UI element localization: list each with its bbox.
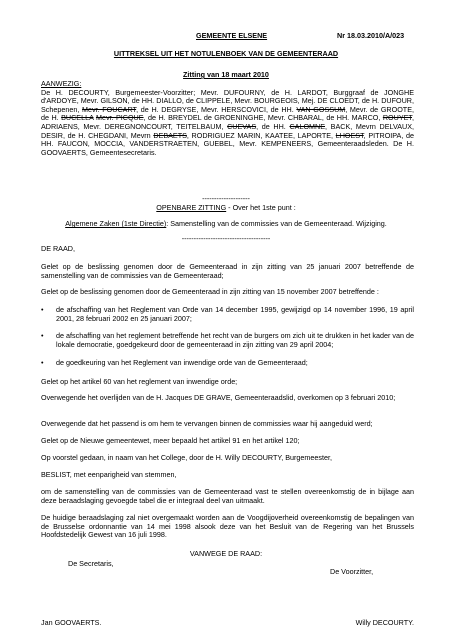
document-number: Nr 18.03.2010/A/023	[337, 31, 405, 40]
attendance-list	[41, 89, 414, 158]
attendance-text: De H. DECOURTY, Burgemeester-Voorzitter; Mevr. DUFOURNY, de H. LARDOT, Burggraaf de JONGHE d'ARDOYE, Mevr. GILSON, de HH. DIALLO, de CLIPPELE, Mevr. BOURGEOIS, Mej. DE CLOEDT, de H. DUFOUR, Schepenen,	[41, 87, 414, 114]
closing-chair: De Voorzitter,	[330, 567, 374, 576]
agenda-dashes: --------------------	[202, 194, 250, 203]
agenda-separator: -------------------------------------	[181, 234, 271, 243]
paragraph-replacement: Overwegende dat het passend is om hem te vervangen binnen de commissies waar hij aangeduid werd;	[41, 419, 373, 428]
paragraph-considering-1: Gelet op de beslissing genomen door de Gemeenteraad in zijn zitting van 25 januari 2007 betreffende de samenstelling van de commissies van de Gemeenteraad;	[41, 262, 414, 280]
paragraph-supervision: De huidige beraadslaging zal niet overgemaakt worden aan de Voogdijoverheid overeenkomstig de bepalingen van de Brusselse ordonnantie van 14 mei 1998 alsook deze van het Besluit van de Regering van het Brussels Hoofdstedelijk Gewest van 16 juli 1998.	[41, 513, 414, 540]
bullet-icon: •	[41, 358, 44, 367]
struck-attendee: BUCELLA	[61, 113, 94, 123]
paragraph-law: Gelet op de Nieuwe gemeentewet, meer bepaald het artikel 91 en het artikel 120;	[41, 436, 300, 445]
attendance-block	[41, 80, 414, 157]
attendance-text: , de HH.	[256, 121, 290, 131]
attendance-text: , RODRIGUEZ MARIN, KAATEE, LAPORTE,	[186, 130, 336, 140]
attendance-text: , de H. BREYDEL de GROENINGHE, Mevr. CHBARAL, de HH. MARCO,	[143, 113, 383, 123]
document-page: GEMEENTE ELSENE Nr 18.03.2010/A/023 UITTREKSEL UIT HET NOTULENBOEK VAN DE GEMEENTERAAD Zitting van 18 maart 2010 AANWEZIG: De H. DECOURTY, Burgemeester-Voorzitter; Mevr. DUFOURNY, de H. LARDOT, Burggraaf de JONGHE d'ARDOYE, Mevr. GILSON, de HH. DIALLO, de CLIPPELE, Mevr. BOURGEOIS, Mej. DE CLOEDT, de H. DUFOUR, Schepenen, Mevr. FOUCART, de H. DEGRYSE, Mevr. HERSCOVICI, de HH. VAN GOSSUM, Mevr. de GROOTE, de H. BUCELLA Mevr. PICQUE, de H. BREYDEL de GROENINGHE, Mevr. CHBARAL, de HH. MARCO, ROUYET, ADRIAENS, Mevr. DEREGNONCOURT, TEITELBAUM, CUEVAS, de HH. CALOMNE, BACK, Mevrn DELVAUX, DESIR, de H. CHEGDANI, Mevrn DEBAETS, RODRIGUEZ MARIN, KAATEE, LAPORTE, LHOEST, PITROIPA, de HH. FAUCON, MOCCIA, VANDERSTRAETEN, GUEBEL, Mevr. KEMPENEERS, Gemeenteraadsleden. De H. GOOVAERTS, Gemeentesecretaris. -------------------- OPENBARE ZITTING - Over het 1ste punt : Algemene Zaken (1ste Directie): Samenstelling van de commissies van de Gemeenteraad. Wijziging. ------------------------------------- DE RAAD, Gelet op de beslissing genomen door de Gemeenteraad in zijn zitting van 25 januari 2007 betreffende de samenstelling van de commissies van de Gemeenteraad; Gelet op de beslissing genomen door de Gemeenteraad in zijn zitting van 15 november 2007 betreffende : • de afschaffing van het Reglement van Orde van 14 december 1995, gewijzigd op 14 november 1996, 19 april 2001, 28 februari 2002 en 25 januari 2007; • de afschaffing van het reglement betreffende het recht van de burgers om zich uit te drukken in het kader van de lokale democratie, goedgekeurd door de gemeenteraad in zijn zitting van 29 april 2004; • de goedkeuring van het Reglement van inwendige orde van de Gemeenteraad; Gelet op het artikel 60 van het reglement van inwendige orde; Overwegende het overlijden van de H. Jacques DE GRAVE, Gemeenteraadslid, overkomen op 3 februari 2010; Overwegende dat het passend is om hem te vervangen binnen de commissies waar hij aangeduid werd; Gelet op de Nieuwe gemeentewet, meer bepaald het artikel 91 en het artikel 120; Op voorstel gedaan, in naam van het College, door de H. Willy DECOURTY, Burgemeester, BESLIST, met eenparigheid van stemmen, om de samenstelling van de commissies van de Gemeenteraad vast te stellen overeenkomstig de in bijlage aan deze beraadslaging gevoegde tabel die er integraal deel van uitmaakt. De huidige beraadslaging zal niet overgemaakt worden aan de Voogdijoverheid overeenkomstig de bepalingen van de Brusselse ordonnantie van 14 mei 1998 alsook deze van het Besluit van de Regering van het Brussels Hoofdstedelijk Gewest van 16 juli 1998. VANWEGE DE RAAD: De Secretaris, De Voorzitter, Jan GOOVAERTS. Willy DECOURTY.	[0, 0, 452, 640]
paragraph-proposal: Op voorstel gedaan, in naam van het College, door de H. Willy DECOURTY, Burgemeester,	[41, 453, 332, 462]
signature-chair-name: Willy DECOURTY.	[355, 618, 414, 627]
paragraph-article-60: Gelet op het artikel 60 van het reglement van inwendige orde;	[41, 377, 238, 386]
paragraph-composition: om de samenstelling van de commissies van de Gemeenteraad vast te stellen overeenkomstig de in bijlage aan deze beraadslaging gevoegde tabel die er integraal deel van uitmaakt.	[41, 487, 414, 505]
closing-council: VANWEGE DE RAAD:	[189, 549, 263, 558]
struck-attendee: CALOMNE	[289, 121, 326, 131]
paragraph-decision: BESLIST, met eenparigheid van stemmen,	[41, 470, 177, 479]
struck-attendee: Mevr. FOUCART	[82, 104, 137, 114]
agenda-item-subject: : Samenstelling van de commissies van de Gemeenteraad. Wijziging.	[166, 219, 387, 228]
struck-attendee: ROUYET	[382, 113, 412, 123]
document-title: UITTREKSEL UIT HET NOTULENBOEK VAN DE GEMEENTERAAD	[113, 49, 339, 58]
signature-secretary-name: Jan GOOVAERTS.	[41, 618, 102, 627]
attendance-text: , de H. DEGRYSE, Mevr. HERSCOVICI, de HH.	[136, 104, 297, 114]
public-session-rest: - Over het 1ste punt :	[226, 203, 296, 212]
municipality-header: GEMEENTE ELSENE	[196, 31, 268, 40]
attendance-text: , BACK, Mevrn DELVAUX, DESIR, de H. CHEGDANI, Mevrn	[41, 121, 414, 140]
closing-secretary: De Secretaris,	[68, 559, 114, 568]
attendance-text: , Mevr. de GROOTE, de H.	[41, 104, 414, 123]
attendance-label: AANWEZIG:	[41, 79, 82, 88]
paragraph-death: Overwegende het overlijden van de H. Jacques DE GRAVE, Gemeenteraadslid, overkomen op 3 februari 2010;	[41, 393, 396, 402]
struck-attendee: VAN GOSSUM	[296, 104, 346, 114]
council-heading: DE RAAD,	[41, 244, 75, 253]
struck-attendee: DEBAETS	[153, 130, 187, 140]
agenda-item-department: Algemene Zaken (1ste Directie)	[65, 219, 167, 228]
session-date: Zitting van 18 maart 2010	[183, 70, 269, 79]
attendance-text: , PITROIPA, de HH. FAUCON, MOCCIA, VANDERSTRAETEN, GUEBEL, Mevr. KEMPENEERS, Gemeenteraadsleden. De H. GOOVAERTS, Gemeentesecretaris.	[41, 130, 414, 157]
bullet-icon: •	[41, 331, 44, 340]
attendance-text: , ADRIAENS, Mevr. DEREGNONCOURT, TEITELBAUM,	[41, 113, 414, 131]
paragraph-considering-2: Gelet op de beslissing genomen door de Gemeenteraad in zijn zitting van 15 november 2007 betreffende :	[41, 287, 379, 296]
struck-attendee: Mevr. PICQUE	[95, 113, 144, 123]
struck-attendee: LHOEST	[335, 130, 364, 140]
bullet-icon: •	[41, 305, 44, 314]
struck-attendee: CUEVAS	[227, 121, 257, 131]
public-session-label: OPENBARE ZITTING	[156, 203, 227, 212]
agenda-item	[0, 220, 452, 229]
agenda-public-session	[0, 204, 452, 213]
